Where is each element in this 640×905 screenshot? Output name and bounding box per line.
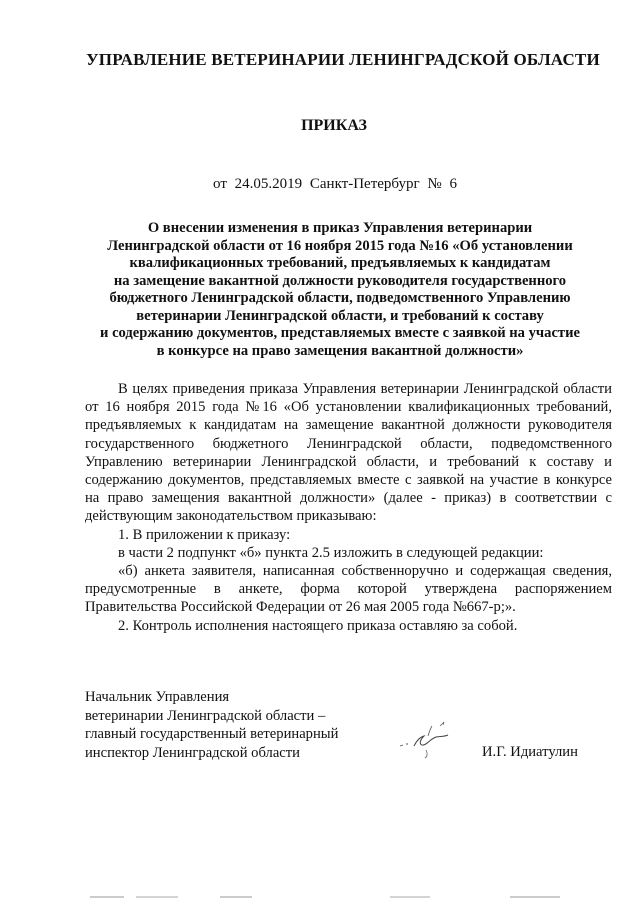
order-date: 24.05.2019 xyxy=(234,176,303,192)
title-line: и содержанию документов, представляемых вместе с заявкой на участие xyxy=(100,325,580,341)
title-line: Ленинградской области от 16 ноября 2015 года №16 «Об установлении xyxy=(107,237,573,254)
title-line: на замещение вакантной должности руководителя государственного xyxy=(113,272,567,289)
position-line: главный государственный ветеринарный xyxy=(85,726,339,743)
title-line: бюджетного Ленинградской области, подведомственного Управлению xyxy=(109,290,571,306)
title-line: О внесении изменения в приказ Управления ветеринарии xyxy=(147,220,533,236)
order-city: Санкт-Петербург xyxy=(309,176,420,192)
preamble-paragraph: В целях приведения приказа Управления ветеринарии Ленинградской области от 16 ноября 2015 года №16 «Об установлении квалификационных требований, предъявляемых к кандидатам на замещение вакантной должности руководителя государственного бюджетного Ленинградской области, подведомственного Управлению ветеринарии Ленинградской области, и требований к составу и содержанию документов, представляемых вместе с заявкой на участие в конкурсе на право замещения вакантной должности» (далее - приказ) в соответствии с действующим законодательством приказываю: xyxy=(85,381,612,525)
agency-name: УПРАВЛЕНИЕ ВЕТЕРИНАРИИ ЛЕНИНГРАДСКОЙ ОБЛАСТИ xyxy=(86,50,600,69)
title-line: ветеринарии Ленинградской области, и требований к составу xyxy=(136,307,544,324)
number-sign: № xyxy=(427,176,442,192)
document-body xyxy=(85,380,612,635)
document-title xyxy=(70,220,610,360)
signer-position xyxy=(85,688,385,762)
position-line: Начальник Управления xyxy=(85,689,230,705)
title-line: квалификационных требований, предъявляемых к кандидатам xyxy=(129,255,551,271)
signer-name: И.Г. Идиатулин xyxy=(482,744,578,760)
position-line: инспектор Ленинградской области xyxy=(85,744,300,761)
item-1-quote: «б) анкета заявителя, написанная собственноручно и содержащая сведения, предусмотренные в анкете, форма которой утверждена распоряжением Правительства Российской Федерации от 26 мая 2005 года №667-р;». xyxy=(85,563,612,616)
date-prefix: от xyxy=(213,176,227,192)
item-1: 1. В приложении к приказу: xyxy=(118,526,291,543)
order-number: 6 xyxy=(449,176,457,192)
scan-artifacts xyxy=(90,893,570,901)
document-type: ПРИКАЗ xyxy=(301,117,367,134)
title-line: в конкурсе на право замещения вакантной должности» xyxy=(156,342,524,359)
item-1-subpoint: в части 2 подпункт «б» пункта 2.5 изложить в следующей редакции: xyxy=(118,544,544,561)
item-2: 2. Контроль исполнения настоящего приказа оставляю за собой. xyxy=(118,617,518,634)
handwritten-signature xyxy=(398,716,460,760)
order-date-line xyxy=(0,176,640,193)
position-line: ветеринарии Ленинградской области – xyxy=(85,707,326,724)
